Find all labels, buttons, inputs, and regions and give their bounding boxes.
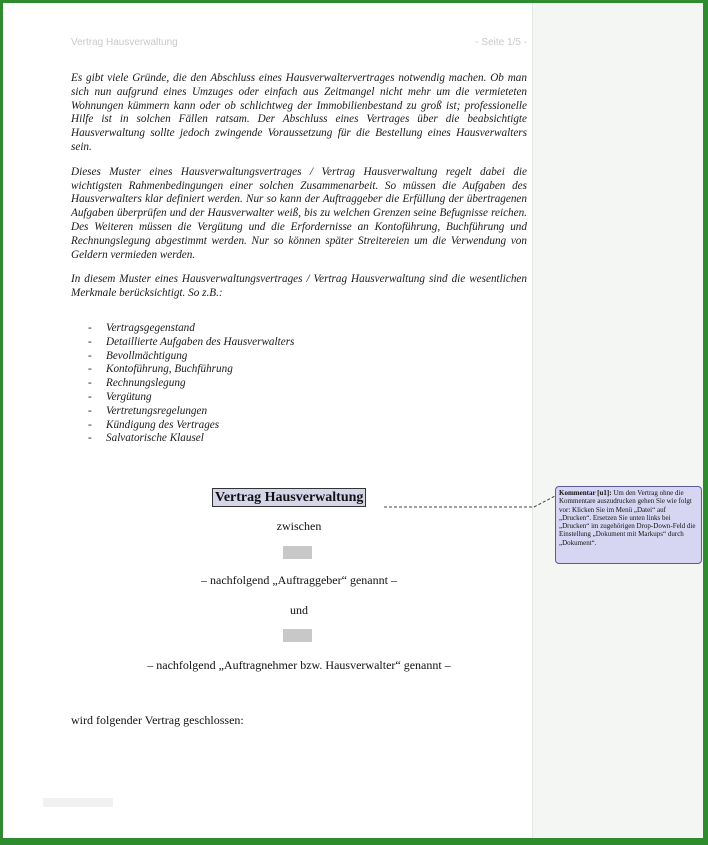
bullet-marker: -: [88, 349, 92, 362]
bullet-marker: -: [88, 377, 92, 390]
bullet-marker: -: [88, 390, 92, 403]
bullet-marker: -: [88, 335, 92, 348]
and-text: und: [290, 603, 308, 617]
intro-paragraph: In diesem Muster eines Hausverwaltungsvertrages / Vertrag Hausverwaltung sind die wesentlichen Merkmale berücksichtigt. So z.B.:: [71, 273, 527, 300]
bullet-marker: -: [88, 404, 92, 417]
list-item-label: Kontoführung, Buchführung: [106, 363, 233, 376]
intro-text: [71, 72, 527, 312]
list-item: [88, 363, 294, 377]
list-item: [88, 405, 294, 419]
list-item: [88, 322, 294, 336]
list-item: [88, 350, 294, 364]
list-item-label: Rechnungslegung: [106, 377, 186, 390]
closing-text: wird folgender Vertrag geschlossen:: [71, 713, 244, 727]
list-item: [88, 377, 294, 391]
party1-name-field[interactable]: [283, 546, 312, 559]
header-page-label: - Seite 1/5 -: [475, 37, 527, 48]
feature-list: [88, 322, 294, 446]
party2-role-text: – nachfolgend „Auftragnehmer bzw. Hausverwalter“ genannt –: [147, 658, 451, 672]
list-item: [88, 419, 294, 433]
list-item: [88, 391, 294, 405]
comment-connector: [384, 494, 556, 508]
contract-title[interactable]: Vertrag Hausverwaltung: [212, 488, 366, 507]
intro-paragraph: Dieses Muster eines Hausverwaltungsvertrages / Vertrag Hausverwaltung regelt dabei die wichtigsten Rahmenbedingungen einer solchen Zusammenarbeit. So müssen die Aufgaben des Hausverwalters klar definiert werden. Nur so kann der Auftraggeber die Erfüllung der übertragenen Aufgaben überprüfen und der Hausverwalter weiß, bis zu welchen Grenzen seine Befugnisse reichen. Des Weiteren müssen die Vergütung und die Erfordernisse an Kontoführung, Buchführung und Rechnungslegung abgestimmt werden. Nur so können später Streitereien um die Verwendung von Geldern vermieden werden.: [71, 165, 527, 261]
list-item-label: Vergütung: [106, 390, 152, 403]
header-doc-title: Vertrag Hausverwaltung: [71, 37, 178, 48]
list-item-label: Detaillierte Aufgaben des Hausverwalters: [106, 335, 295, 348]
footer-placeholder: [43, 798, 113, 807]
party2-name-field[interactable]: [283, 629, 312, 642]
list-item-label: Vertretungsregelungen: [106, 404, 208, 417]
bullet-marker: -: [88, 322, 92, 334]
party1-role-text: – nachfolgend „Auftraggeber“ genannt –: [201, 573, 397, 587]
comment-label: Kommentar [u1]:: [559, 489, 612, 497]
list-item-label: Vertragsgegenstand: [106, 322, 195, 334]
comment-balloon[interactable]: [555, 486, 702, 564]
intro-paragraph: Es gibt viele Gründe, die den Abschluss eines Hausverwaltervertrages notwendig machen. Ob man sich nun aufgrund eines Umzuges oder einfach aus Zeitmangel nicht mehr um die vermieteten Wohnungen kümmern kann oder ob schlichtweg der Immobilienbestand zu groß ist; professionelle Hilfe ist in solchen Fällen ratsam. Der Abschluss eines Vertrages über die beabsichtigte Hausverwaltung sollte jedoch zwingende Voraussetzung für die Bestellung eines Hausverwalters sein.: [71, 72, 527, 153]
list-item-label: Bevollmächtigung: [106, 349, 188, 362]
list-item: [88, 432, 294, 446]
bullet-marker: -: [88, 363, 92, 376]
list-item: [88, 336, 294, 350]
bullet-marker: -: [88, 432, 92, 445]
between-text: zwischen: [276, 519, 322, 533]
list-item-label: Salvatorische Klausel: [106, 432, 204, 445]
markup-pane: [532, 3, 703, 838]
document-page: [3, 3, 703, 838]
bullet-marker: -: [88, 418, 92, 431]
page-header: [71, 37, 527, 48]
list-item-label: Kündigung des Vertrages: [106, 418, 220, 431]
comment-text: Um den Vertrag ohne die Kommentare auszudrucken gehen Sie wie folgt vor: Klicken Sie im Menü „Datei“ auf „Drucken“. Ersetzen Sie unten links bei „Drucken“ im zugehörigen Drop-Down-Feld die Einstellung „Dokument mit Markups“ durch „Dokument“.: [559, 489, 696, 547]
